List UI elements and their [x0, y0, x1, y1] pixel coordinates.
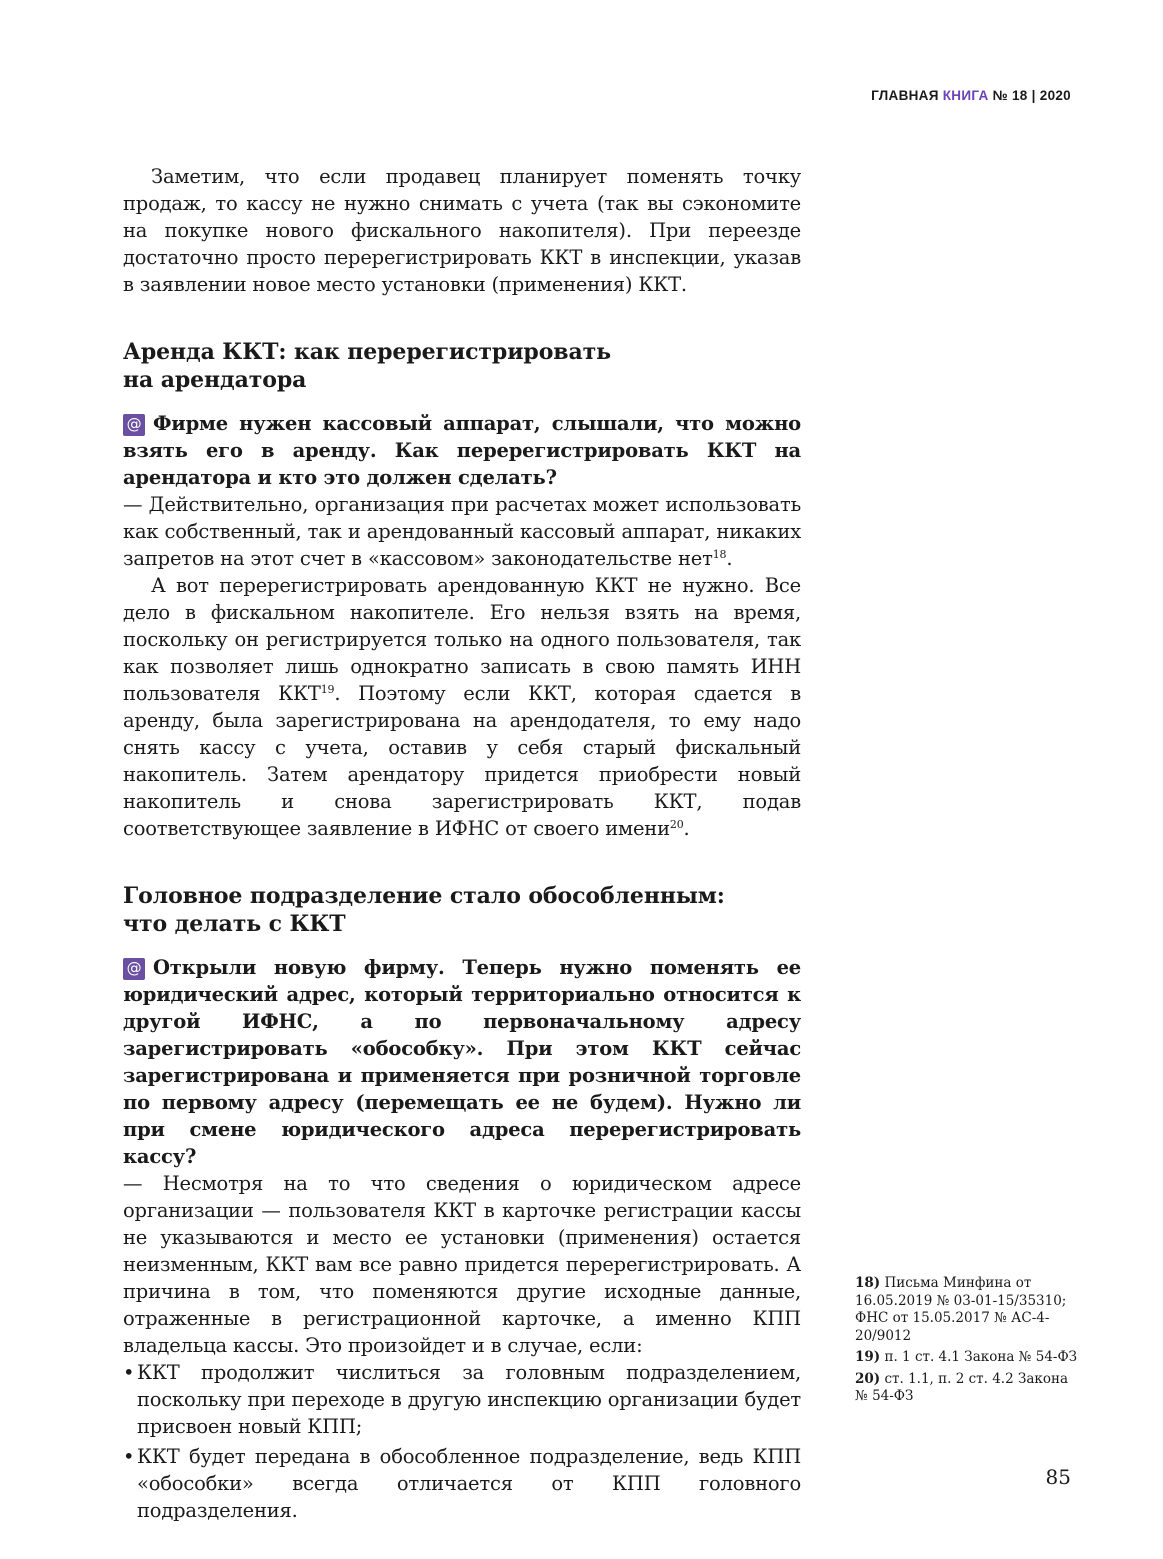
header-magazine-accent: КНИГА: [942, 88, 989, 103]
answer-bullet-list: [123, 1359, 801, 1524]
question-rent-text: Фирме нужен кассовый аппарат, слышали, что можно взять его в аренду. Как перерегистрировать ККТ на арендатора и кто это должен сделать?: [123, 412, 801, 489]
footnote-18: [855, 1275, 1085, 1345]
question-head-office-text: Открыли новую фирму. Теперь нужно поменять ее юридический адрес, который территориально относится к другой ИФНС, а по первоначальному адресу зарегистрировать «обособку». При этом ККТ сейчас зарегистрирована и применяется при розничной торговле по первому адресу (перемещать ее не будем). Нужно ли при смене юридического адреса перерегистрировать кассу?: [123, 956, 801, 1168]
list-item: [123, 1359, 801, 1440]
answer-head-office: — Несмотря на то что сведения о юридическом адресе организации — пользователя ККТ в карточке регистрации кассы не указываются и место ее установки (применения) остается неизменным, ККТ вам все равно придется перерегистрировать. А причина в том, что поменяются другие исходные данные, отраженные в регистрационной карточке, а именно КПП владельца кассы. Это произойдет и в случае, если:: [123, 1172, 801, 1357]
header-magazine-main: ГЛАВНАЯ: [871, 88, 943, 103]
section-heading-head-office-line1: Головное подразделение стало обособленным:: [123, 883, 725, 909]
footnote-19: [855, 1349, 1085, 1367]
answer-rent-p1-end: .: [726, 547, 733, 570]
footnotes: [855, 1275, 1085, 1410]
footnote-ref-18: 18: [712, 548, 727, 561]
footnote-number: 20): [855, 1370, 881, 1387]
footnote-number: 19): [855, 1349, 881, 1365]
answer-rent-p2-end: .: [683, 817, 690, 840]
answer-rent-p2: [123, 572, 801, 842]
page-number: 85: [1045, 1465, 1071, 1489]
footnote-20: [855, 1371, 1085, 1406]
running-header: [871, 88, 1071, 103]
intro-paragraph: Заметим, что если продавец планирует поменять точку продаж, то кассу не нужно снимать с учета (так вы сэкономите на покупке нового фискального накопителя). При переезде достаточно просто перерегистрировать ККТ в инспекции, указав в заявлении новое место установки (применения) ККТ.: [123, 165, 801, 296]
answer-rent-p1-text: — Действительно, организация при расчетах может использовать как собственный, так и арендованный кассовый аппарат, никаких запретов на этот счет в «кассовом» законодательстве нет: [123, 493, 801, 570]
footnote-number: 18): [855, 1275, 881, 1291]
bullet-icon: •: [123, 1445, 135, 1468]
question-rent: [123, 410, 801, 491]
footnote-text: ст. 1.1, п. 2 ст. 4.2 Закона № 54-ФЗ: [855, 1370, 1069, 1404]
list-item-text: ККТ будет передана в обособленное подразделение, ведь КПП «обособки» всегда отличается от КПП головного подразделения.: [137, 1445, 801, 1522]
footnote-text: п. 1 ст. 4.1 Закона № 54-ФЗ: [880, 1349, 1078, 1365]
answer-rent-p1: [123, 491, 801, 572]
answer-rent-p2-text-b: . Поэтому если ККТ, которая сдается в аренду, была зарегистрирована на арендодателя, то ему надо снять кассу с учета, оставив у себя старый фискальный накопитель. Затем арендатору придется приобрести новый накопитель и снова зарегистрировать ККТ, подав соответствующее заявление в ИФНС от своего имени: [123, 682, 801, 840]
section-heading-rent: [123, 338, 801, 394]
list-item: [123, 1443, 801, 1524]
bullet-icon: •: [123, 1361, 135, 1384]
question-at-icon: @: [123, 414, 145, 436]
footnote-ref-20: 20: [669, 818, 684, 831]
question-head-office: [123, 954, 801, 1170]
section-heading-rent-line2: на арендатора: [123, 367, 307, 393]
footnote-ref-19: 19: [320, 683, 335, 696]
section-heading-head-office-line2: что делать с ККТ: [123, 911, 346, 937]
question-at-icon: @: [123, 958, 145, 980]
header-issue: № 18 | 2020: [988, 88, 1071, 103]
article-body: [123, 163, 801, 1527]
list-item-text: ККТ продолжит числиться за головным подразделением, поскольку при переходе в другую инспекцию организации будет присвоен новый КПП;: [137, 1361, 801, 1438]
section-heading-head-office: [123, 882, 801, 938]
answer-rent-p2-text-a: А вот перерегистрировать арендованную ККТ не нужно. Все дело в фискальном накопителе. Его нельзя взять на время, поскольку он регистрируется только на одного пользователя, так как позволяет лишь однократно записать в свою память ИНН пользователя ККТ: [123, 574, 801, 705]
section-heading-rent-line1: Аренда ККТ: как перерегистрировать: [123, 339, 611, 365]
footnote-text: Письма Минфина от 16.05.2019 № 03-01-15/35310; ФНС от 15.05.2017 № АС-4-20/9012: [855, 1275, 1067, 1344]
